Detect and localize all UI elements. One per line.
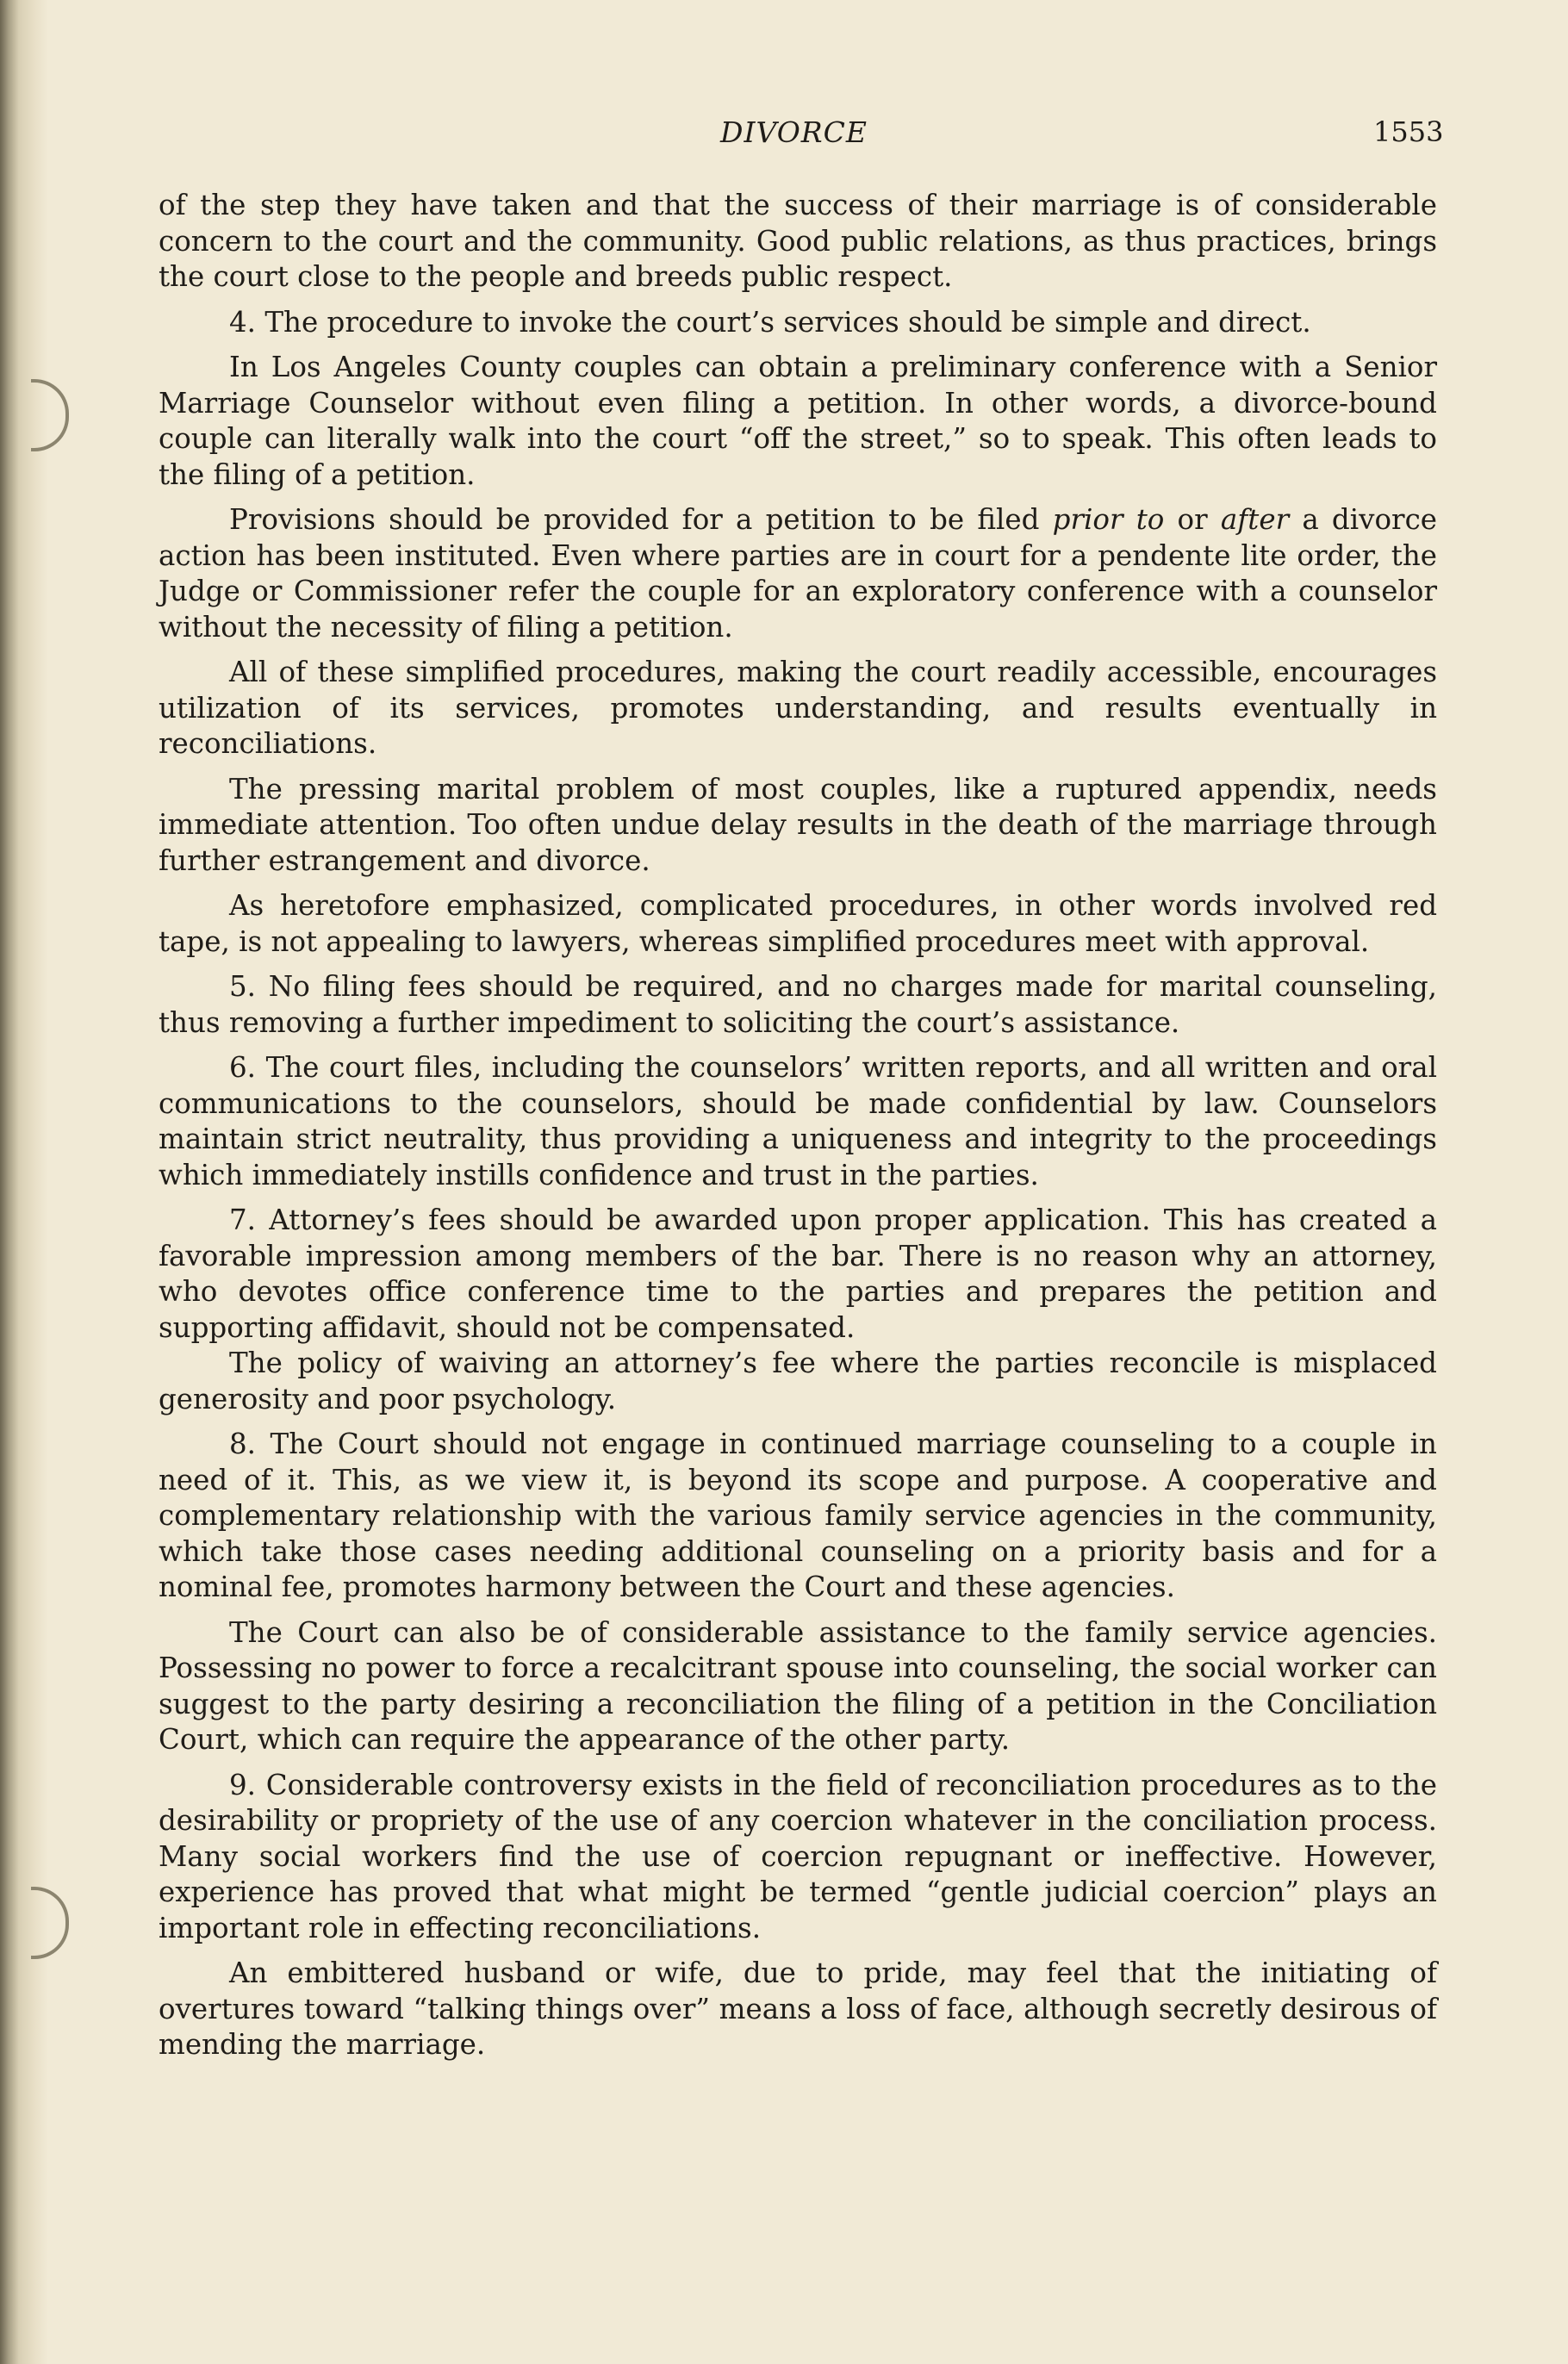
paragraph: The pressing marital problem of most couples, like a ruptured appendix, needs immediate attention. Too often undue delay results in the death of the marriage through further estrangement and divorce. xyxy=(159,772,1437,877)
running-title: DIVORCE xyxy=(720,115,868,149)
paragraph xyxy=(159,502,1437,645)
paragraph: As heretofore emphasized, complicated procedures, in other words involved red tape, is not appealing to lawyers, whereas simplified procedures meet with approval. xyxy=(159,889,1437,958)
paragraph: An embittered husband or wife, due to pride, may feel that the initiating of overtures toward “talking things over” means a loss of face, although secretly desirous of mending the marriage. xyxy=(159,1957,1437,2061)
paragraph-text: or xyxy=(1164,503,1221,536)
paragraph: The Court can also be of considerable assistance to the family service agencies. Possessing no power to force a recalcitrant spouse into counseling, the social worker can suggest to the party desiring a reconciliation the filing of a petition in the Conciliation Court, which can require the appearance of the other party. xyxy=(159,1615,1437,1756)
paragraph: All of these simplified procedures, making the court readily accessible, encourages utilization of its services, promotes understanding, and results eventually in reconciliations. xyxy=(159,656,1437,760)
paragraph: 8. The Court should not engage in continued marriage counseling to a couple in need of it. This, as we view it, is beyond its scope and purpose. A cooperative and complementary relationship with the various family service agencies in the community, which take those cases needing additional counseling on a priority basis and for a nominal fee, promotes harmony between the Court and these agencies. xyxy=(159,1428,1437,1603)
binding-hole-top xyxy=(31,379,69,451)
paragraph: The policy of waiving an attorney’s fee where the parties reconcile is misplaced generosity and poor psychology. xyxy=(159,1347,1437,1415)
page-number: 1553 xyxy=(1373,115,1444,148)
paragraph: 6. The court files, including the counselors’ written reports, and all written and oral communications to the counselors, should be made confidential by law. Counselors maintain strict neutrality, thus providing a uniqueness and integrity to the proceedings which immediately instills confidence and trust in the parties. xyxy=(159,1051,1437,1191)
paragraph: In Los Angeles County couples can obtain a preliminary conference with a Senior Marriage Counselor without even filing a petition. In other words, a divorce-bound couple can literally walk into the court “off the street,” so to speak. This often leads to the filing of a petition. xyxy=(159,351,1437,491)
paragraph-text: Provisions should be provided for a petition to be filed xyxy=(229,503,1053,536)
paragraph: 5. No filing fees should be required, and no charges made for marital counseling, thus removing a further impediment to soliciting the court’s assistance. xyxy=(159,970,1437,1039)
paragraph-text: a divorce action has been instituted. Even where parties are in court for a pendente lite order, the Judge or Commissioner refer the couple for an exploratory conference with a counselor without the necessity of filing a petition. xyxy=(159,503,1438,644)
emphasis-prior-to: prior to xyxy=(1052,503,1165,536)
paragraph: 7. Attorney’s fees should be awarded upon proper application. This has created a favorable impression among members of the bar. There is no reason why an attorney, who devotes office conference time to the parties and prepares the petition and supporting affidavit, should not be compensated. xyxy=(159,1204,1437,1344)
page-binding xyxy=(0,0,48,2364)
emphasis-after: after xyxy=(1220,503,1290,536)
page-body xyxy=(159,188,1437,2073)
running-header xyxy=(0,115,1568,159)
paragraph: 4. The procedure to invoke the court’s services should be simple and direct. xyxy=(229,305,1311,339)
paragraph: 9. Considerable controversy exists in the field of reconciliation procedures as to the desirability or propriety of the use of any coercion whatever in the conciliation process. Many social workers find the use of coercion repugnant or ineffective. However, experience has proved that what might be termed “gentle judicial coercion” plays an important role in effecting reconciliations. xyxy=(159,1768,1437,1944)
binding-hole-bottom xyxy=(31,1887,69,1959)
paragraph: of the step they have taken and that the success of their marriage is of considerable concern to the court and the community. Good public relations, as thus practices, brings the court close to the people and breeds public respect. xyxy=(159,189,1437,293)
